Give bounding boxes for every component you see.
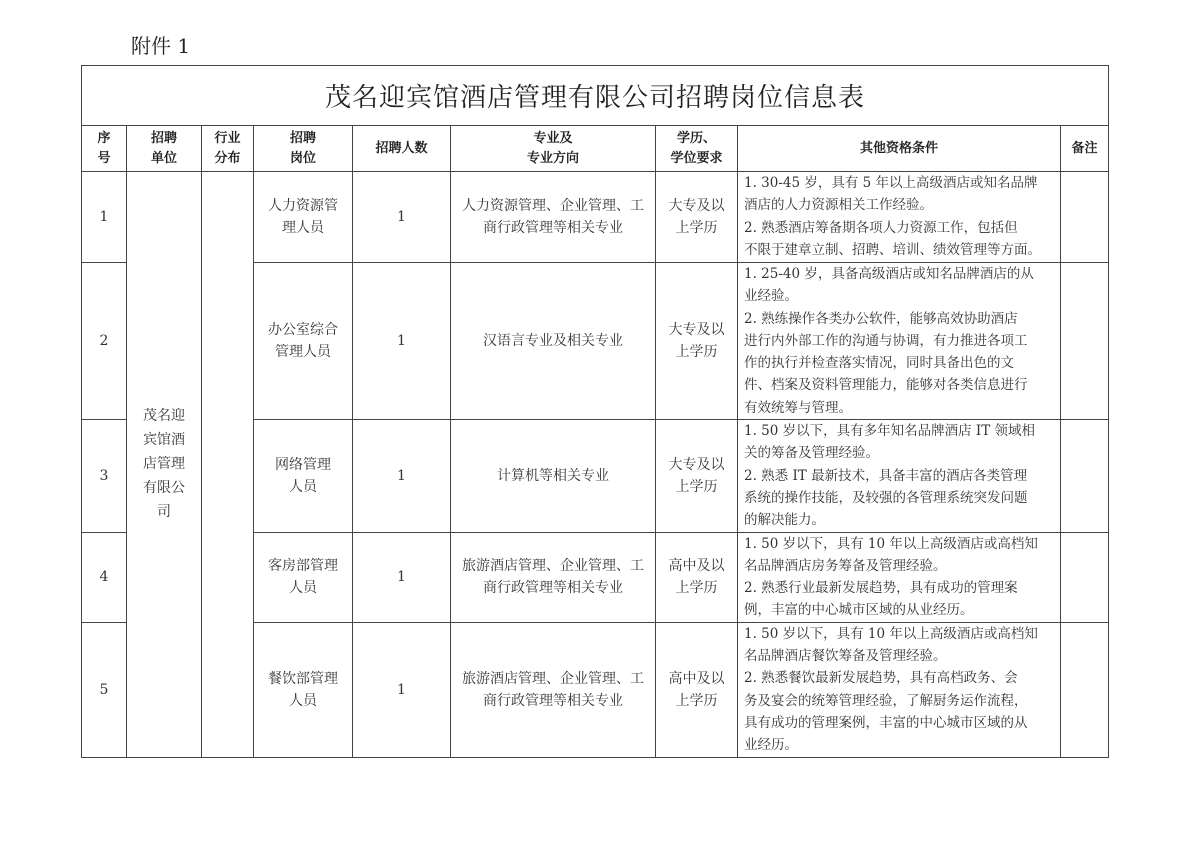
header-seq: 序 号 [82,126,127,172]
major-cell: 汉语言专业及相关专业 [451,263,656,420]
header-major: 专业及 专业方向 [451,126,656,172]
remarks-cell [1061,622,1109,757]
header-education: 学历、 学位要求 [656,126,738,172]
education-cell: 大专及以 上学历 [656,263,738,420]
conditions-cell: 1. 50 岁以下，具有 10 年以上高级酒店或高档知 名品牌酒店餐饮筹备及管理经验。 2. 熟悉餐饮最新发展趋势，具有高档政务、会 务及宴会的统筹管理经验，了解厨务运作流程， 具有成功的管理案例，丰富的中心城市区域的从 业经历。 [738,622,1061,757]
industry-cell [202,172,254,758]
position-cell: 网络管理 人员 [254,420,353,532]
education-cell: 大专及以 上学历 [656,172,738,263]
header-remarks: 备注 [1061,126,1109,172]
seq-cell: 2 [82,263,127,420]
header-unit: 招聘 单位 [127,126,202,172]
recruitment-table [81,65,1109,758]
seq-cell: 4 [82,532,127,622]
seq-cell: 5 [82,622,127,757]
count-cell: 1 [353,532,451,622]
header-position: 招聘 岗位 [254,126,353,172]
seq-cell: 1 [82,172,127,263]
unit-cell: 茂名迎 宾馆酒 店管理 有限公 司 [127,172,202,758]
remarks-cell [1061,263,1109,420]
major-cell: 人力资源管理、企业管理、工 商行政管理等相关专业 [451,172,656,263]
remarks-cell [1061,420,1109,532]
position-cell: 人力资源管 理人员 [254,172,353,263]
header-industry: 行业 分布 [202,126,254,172]
table-row [82,172,1109,263]
header-count: 招聘人数 [353,126,451,172]
remarks-cell [1061,172,1109,263]
major-cell: 计算机等相关专业 [451,420,656,532]
conditions-cell: 1. 30-45 岁，具有 5 年以上高级酒店或知名品牌 酒店的人力资源相关工作经验。 2. 熟悉酒店筹备期各项人力资源工作，包括但 不限于建章立制、招聘、培训、绩效管理等方面。 [738,172,1061,263]
position-cell: 办公室综合 管理人员 [254,263,353,420]
header-conditions: 其他资格条件 [738,126,1061,172]
conditions-cell: 1. 50 岁以下，具有多年知名品牌酒店 IT 领域相 关的筹备及管理经验。 2. 熟悉 IT 最新技术，具备丰富的酒店各类管理 系统的操作技能，及较强的各管理系统突发问题 的解决能力。 [738,420,1061,532]
position-cell: 客房部管理 人员 [254,532,353,622]
count-cell: 1 [353,622,451,757]
conditions-cell: 1. 50 岁以下，具有 10 年以上高级酒店或高档知 名品牌酒店房务筹备及管理经验。 2. 熟悉行业最新发展趋势，具有成功的管理案 例，丰富的中心城市区域的从业经历。 [738,532,1061,622]
education-cell: 高中及以 上学历 [656,622,738,757]
header-row [82,126,1109,172]
position-cell: 餐饮部管理 人员 [254,622,353,757]
major-cell: 旅游酒店管理、企业管理、工 商行政管理等相关专业 [451,532,656,622]
table-title: 茂名迎宾馆酒店管理有限公司招聘岗位信息表 [82,66,1109,126]
education-cell: 大专及以 上学历 [656,420,738,532]
attachment-label: 附件 1 [131,34,191,58]
count-cell: 1 [353,263,451,420]
seq-cell: 3 [82,420,127,532]
major-cell: 旅游酒店管理、企业管理、工 商行政管理等相关专业 [451,622,656,757]
conditions-cell: 1. 25-40 岁，具备高级酒店或知名品牌酒店的从 业经验。 2. 熟练操作各类办公软件，能够高效协助酒店 进行内外部工作的沟通与协调，有力推进各项工 作的执行并检查落实情况，同时具备出色的文 件、档案及资料管理能力，能够对各类信息进行 有效统筹与管理。 [738,263,1061,420]
count-cell: 1 [353,420,451,532]
count-cell: 1 [353,172,451,263]
education-cell: 高中及以 上学历 [656,532,738,622]
remarks-cell [1061,532,1109,622]
